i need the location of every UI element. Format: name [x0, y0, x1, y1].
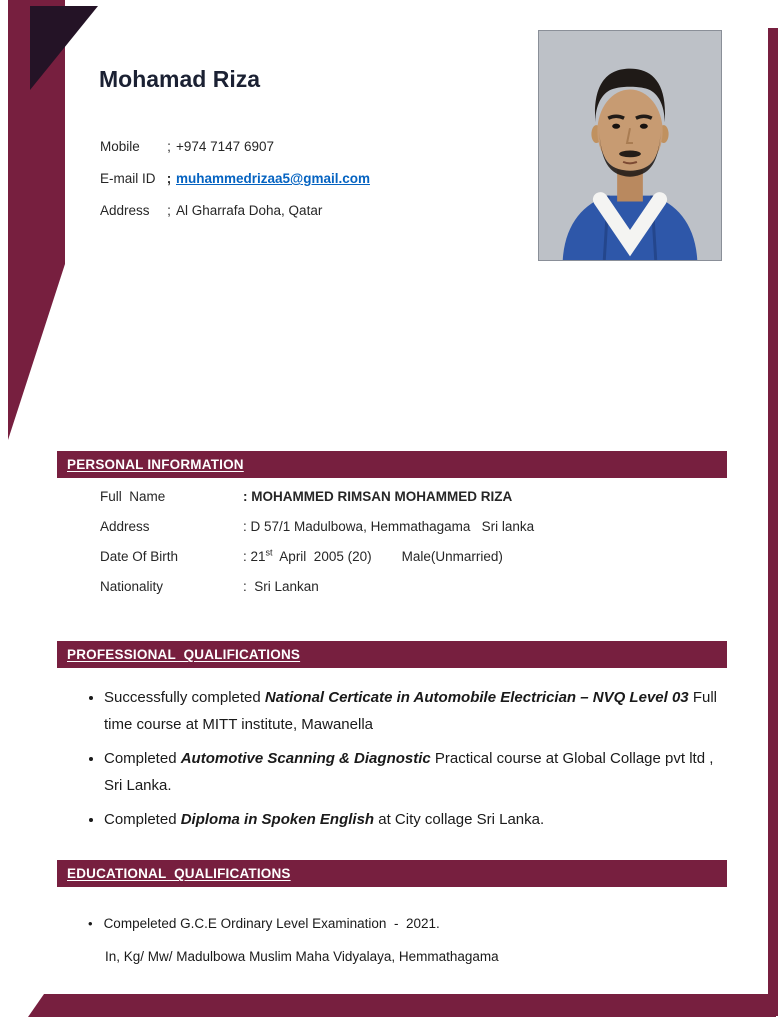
row-value: : Sri Lankan — [243, 579, 319, 594]
bullet-emphasis: National Certicate in Automobile Electrician – NVQ Level 03 — [264, 689, 689, 706]
bottom-bar-decoration — [28, 994, 776, 1017]
row-label: Date Of Birth — [100, 549, 179, 564]
list-item — [104, 806, 726, 833]
section-personal-information — [57, 451, 727, 478]
dob-ordinal: st — [265, 547, 273, 558]
row-full-name — [100, 489, 534, 519]
bullet-emphasis: Automotive Scanning & Diagnostic — [180, 750, 431, 767]
section-professional-qualifications — [57, 641, 727, 668]
right-edge-bar-decoration — [768, 28, 778, 1016]
row-nationality — [100, 579, 534, 609]
row-date-of-birth — [100, 549, 534, 579]
address-value: Al Gharrafa Doha, Qatar — [176, 203, 323, 218]
contact-info — [100, 139, 370, 235]
address-line — [100, 203, 370, 235]
candidate-name: Mohamad Riza — [99, 66, 261, 92]
address-label: Address — [100, 203, 150, 218]
separator: ; — [167, 139, 171, 154]
email-label: E-mail ID — [100, 171, 156, 186]
row-value: : D 57/1 Madulbowa, Hemmathagama Sri lanka — [243, 519, 535, 534]
bullet-text: Successfully completed — [104, 689, 265, 706]
educational-content — [88, 916, 499, 964]
mobile-value: +974 7147 6907 — [176, 139, 274, 154]
bullet-text: at City collage Sri Lanka. — [374, 811, 545, 828]
dob-day: : 21 — [243, 549, 266, 564]
section-title: PERSONAL INFORMATION — [67, 457, 244, 472]
section-educational-qualifications — [57, 860, 727, 887]
list-item — [104, 684, 726, 738]
profile-photo — [538, 30, 722, 261]
row-label: Full Name — [100, 489, 166, 504]
bullet-text: Full time course at MITT institute, Mawanella — [104, 689, 726, 733]
section-title: EDUCATIONAL QUALIFICATIONS — [67, 866, 291, 881]
row-value — [243, 549, 503, 564]
list-item — [88, 916, 499, 931]
professional-list — [84, 684, 726, 840]
bullet-text: Practical course at Global Collage pvt ltd , Sri Lanka. — [104, 750, 718, 794]
edu-line2: In, Kg/ Mw/ Madulbowa Muslim Maha Vidyalaya, Hemmathagama — [105, 949, 499, 964]
mobile-line — [100, 139, 370, 171]
row-address — [100, 519, 534, 549]
portrait-illustration — [539, 31, 721, 260]
edu-line1: • Compeleted G.C.E Ordinary Level Examination - 2021. — [103, 916, 440, 931]
bullet-text: Completed — [104, 811, 181, 828]
marital-status: Male(Unmarried) — [401, 549, 503, 564]
bullet-emphasis: Diploma in Spoken English — [180, 811, 375, 828]
row-label: Address — [100, 519, 150, 534]
section-title: PROFESSIONAL QUALIFICATIONS — [67, 647, 301, 662]
personal-info-rows — [100, 489, 534, 609]
row-value: : MOHAMMED RIMSAN MOHAMMED RIZA — [243, 489, 513, 504]
list-item — [104, 745, 726, 799]
bullet-text: Completed — [104, 750, 181, 767]
dob-rest: April 2005 (20) — [272, 549, 372, 564]
email-link[interactable]: muhammedrizaa5@gmail.com — [176, 171, 370, 186]
row-label: Nationality — [100, 579, 164, 594]
email-line — [100, 171, 370, 203]
separator: ; — [167, 203, 171, 218]
separator: ; — [166, 171, 172, 186]
mobile-label: Mobile — [100, 139, 140, 154]
